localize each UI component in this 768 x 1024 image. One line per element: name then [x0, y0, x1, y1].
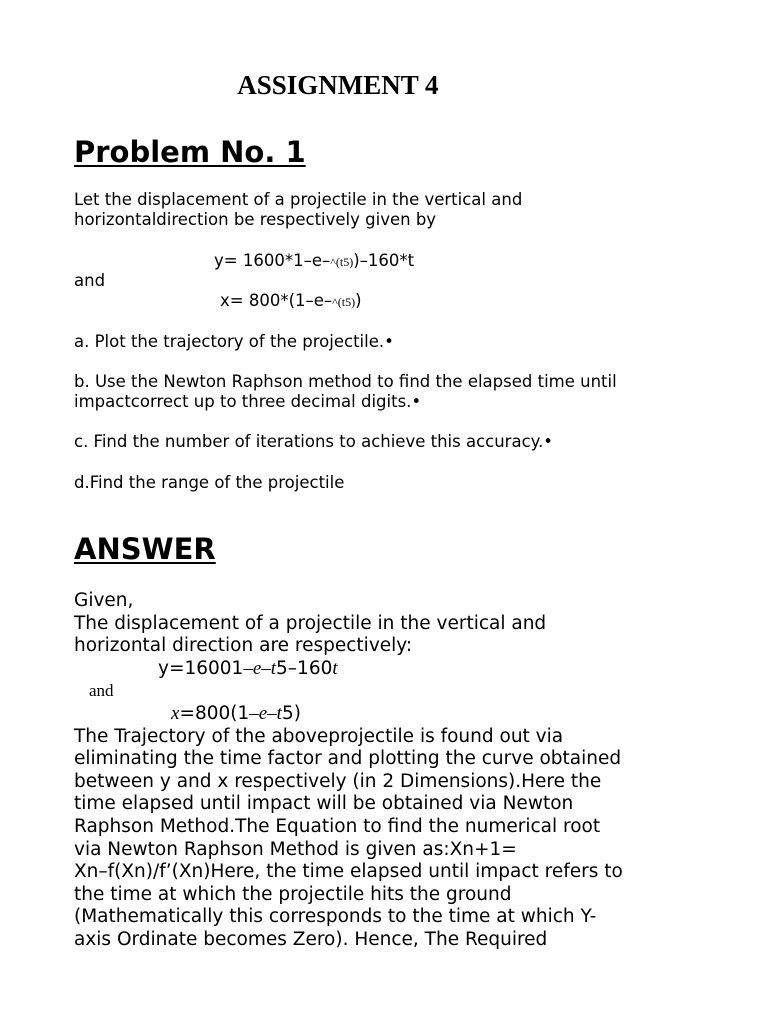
part-a: a. Plot the trajectory of the projectile.• [74, 332, 394, 351]
equation-x [220, 291, 362, 310]
problem-intro-line-1: Let the displacement of a projectile in the vertical and [74, 190, 523, 209]
answer-eq-y-part-d: t [332, 657, 338, 679]
equation-y [214, 251, 414, 270]
answer-paragraph-line: eliminating the time factor and plotting the curve obtained [74, 748, 622, 770]
equation-y-main: y= 1600*1–e– [214, 251, 331, 270]
equation-y-tail: )–160*t [353, 251, 415, 270]
equation-y-exponent: ^(t5) [330, 255, 354, 269]
answer-equation-x [74, 703, 623, 726]
answer-line-2: horizontal direction are respectively: [74, 635, 413, 657]
part-b-line-1: b. Use the Newton Raphson method to find the elapsed time until [74, 372, 617, 391]
answer-paragraph-line: Raphson Method.The Equation to find the numerical root [74, 815, 601, 837]
part-d: d.Find the range of the projectile [74, 473, 345, 492]
answer-eq-x-part-a: x [171, 702, 180, 724]
problem-and-label: and [74, 271, 106, 290]
answer-paragraph-line: the time at which the projectile hits the ground [74, 883, 512, 905]
answer-eq-y-part-c: 5–160 [276, 657, 333, 679]
assignment-title: ASSIGNMENT 4 [232, 70, 439, 100]
answer-paragraph-line: axis Ordinate becomes Zero). Hence, The Required [74, 928, 548, 950]
answer-paragraph-line: Xn–f(Xn)/f’(Xn)Here, the time elapsed until impact refers to [74, 861, 623, 883]
equation-x-main: x= 800*(1–e– [220, 291, 333, 310]
answer-eq-x-part-b: =800(1 [179, 702, 250, 724]
answer-body [74, 590, 623, 952]
problem-intro-line-2: horizontaldirection be respectively given by [74, 210, 437, 229]
answer-eq-y-part-a: y=16001 [158, 657, 244, 679]
answer-eq-x-part-c: –e–t [249, 702, 282, 724]
problem-heading: Problem No. 1 [74, 135, 306, 169]
answer-paragraph-line: via Newton Raphson Method is given as:Xn+1= [74, 838, 517, 860]
equation-x-tail: ) [355, 291, 362, 310]
answer-paragraph-line: The Trajectory of the aboveprojectile is found out via [74, 725, 564, 747]
answer-eq-x-part-d: 5) [281, 702, 301, 724]
answer-paragraph-line: time elapsed until impact will be obtained via Newton [74, 793, 574, 815]
answer-paragraph-line: between y and x respectively (in 2 Dimensions).Here the [74, 770, 602, 792]
answer-and-label: and [89, 681, 114, 701]
part-c: c. Find the number of iterations to achieve this accuracy.• [74, 432, 554, 451]
answer-equation-y [74, 658, 623, 681]
answer-eq-y-part-b: –e–t [243, 657, 277, 679]
answer-heading: ANSWER [74, 532, 216, 566]
answer-line-1: The displacement of a projectile in the vertical and [74, 612, 547, 634]
equation-x-exponent: ^(t5) [332, 295, 356, 309]
part-b-line-2: impactcorrect up to three decimal digits.• [74, 392, 422, 411]
answer-paragraph-line: (Mathematically this corresponds to the time at which Y- [74, 906, 597, 928]
answer-given: Given, [74, 590, 134, 611]
